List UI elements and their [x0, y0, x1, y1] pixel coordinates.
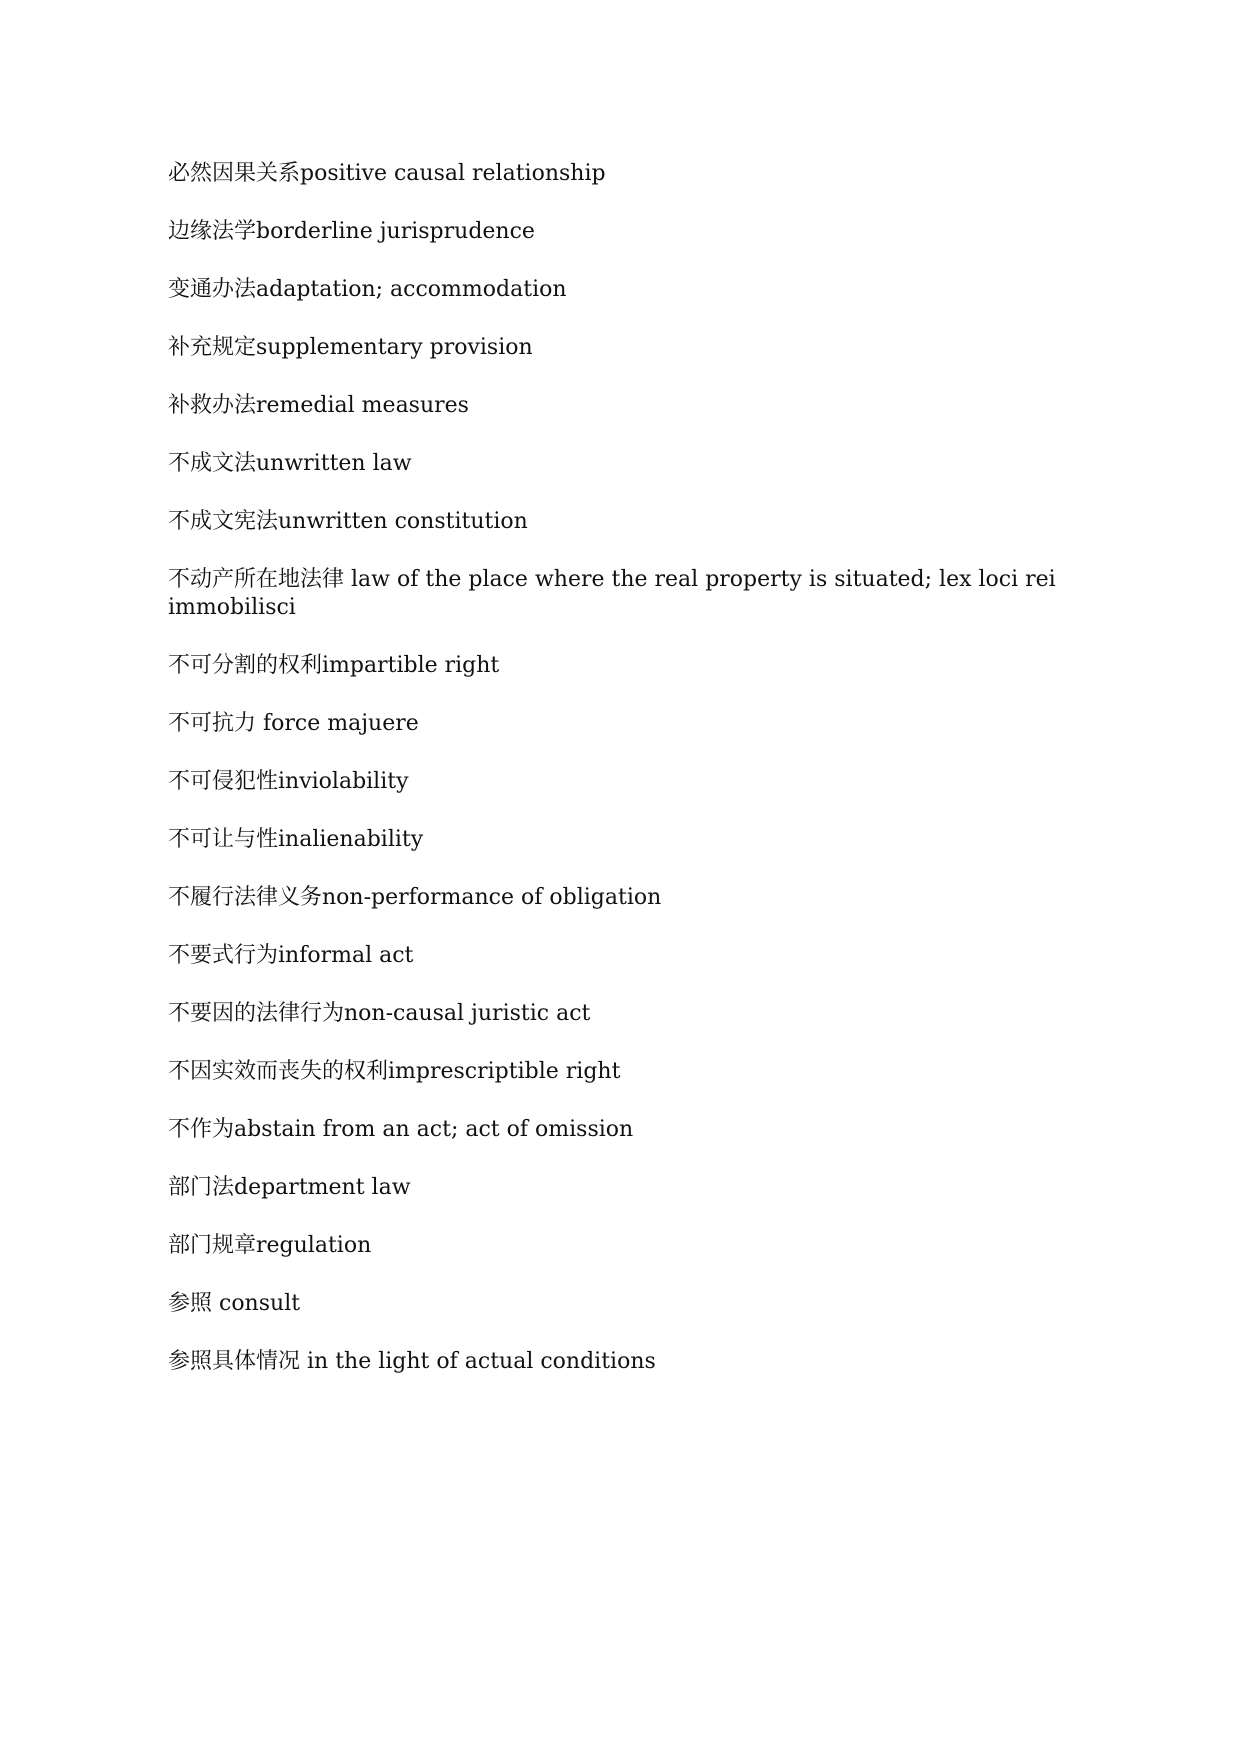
glossary-entry: 不成文宪法unwritten constitution — [168, 509, 528, 534]
glossary-entry: 不作为abstain from an act; act of omission — [168, 1117, 634, 1142]
glossary-entry: 不可让与性inalienability — [168, 827, 424, 852]
glossary-entry: 不履行法律义务non-performance of obligation — [168, 885, 662, 910]
glossary-entry: 部门规章regulation — [168, 1233, 372, 1258]
glossary-entry: 变通办法adaptation; accommodation — [168, 277, 567, 302]
glossary-entry: 不可分割的权利impartible right — [168, 653, 500, 678]
glossary-entry: 部门法department law — [168, 1175, 411, 1200]
glossary-entry: 必然因果关系positive causal relationship — [168, 161, 606, 186]
glossary-entry: 不动产所在地法律 law of the place where the real property is situated; lex loci rei immobilisci — [168, 567, 1063, 620]
glossary-entry: 不可抗力 force majuere — [168, 711, 419, 736]
glossary-entry: 不因实效而丧失的权利imprescriptible right — [168, 1059, 621, 1084]
glossary-entry: 边缘法学borderline jurisprudence — [168, 219, 535, 244]
glossary-entry: 不成文法unwritten law — [168, 451, 412, 476]
glossary-entry: 补充规定supplementary provision — [168, 335, 533, 360]
glossary-entry: 参照具体情况 in the light of actual conditions — [168, 1349, 656, 1374]
glossary-entry: 不要式行为informal act — [168, 943, 414, 968]
glossary-list — [168, 160, 1068, 1406]
glossary-entry: 不可侵犯性inviolability — [168, 769, 409, 794]
glossary-entry: 参照 consult — [168, 1291, 301, 1316]
glossary-entry: 不要因的法律行为non-causal juristic act — [168, 1001, 591, 1026]
glossary-entry: 补救办法remedial measures — [168, 393, 469, 418]
